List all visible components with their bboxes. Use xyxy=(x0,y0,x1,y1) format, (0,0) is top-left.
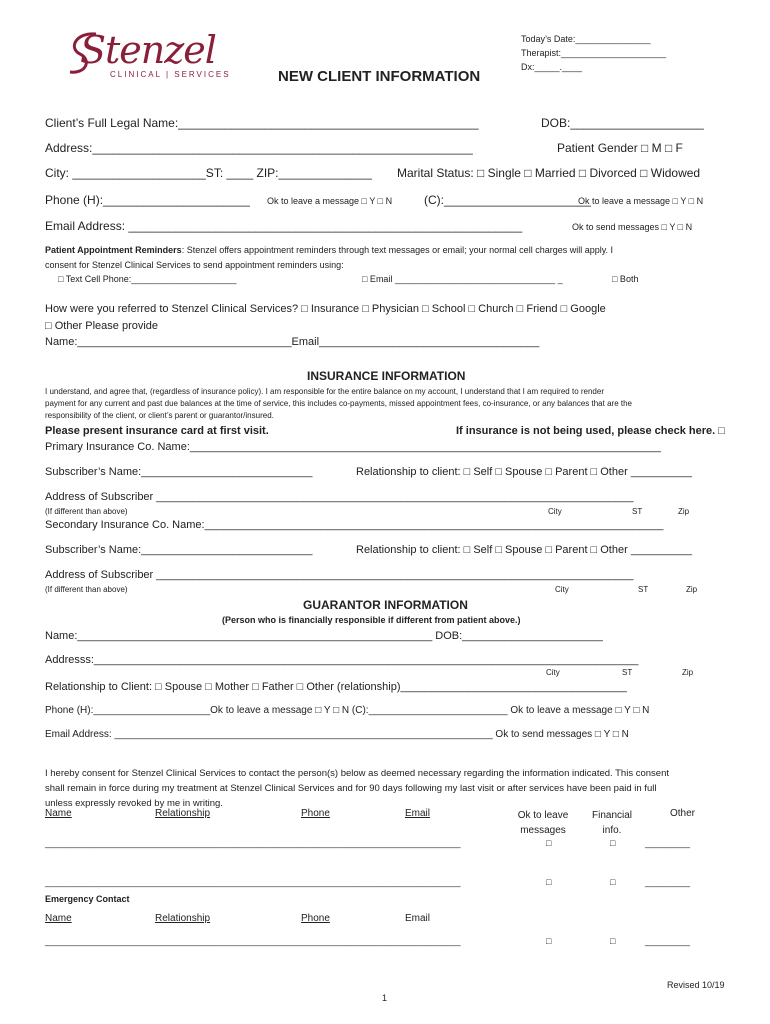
col-financial-header xyxy=(584,808,640,838)
st-label-2: ST xyxy=(638,585,649,594)
primary-insurance-field[interactable]: Primary Insurance Co. Name:_____________________________________________________________________________ xyxy=(45,441,661,453)
reminder-email-option[interactable]: □ Email ________________________________ _ xyxy=(362,274,563,284)
email-field[interactable]: Email Address: ___________________________________________________________ xyxy=(45,219,523,233)
home-phone-field[interactable]: Phone (H):______________________ xyxy=(45,193,250,207)
zip-label: Zip xyxy=(678,507,690,516)
guarantor-address-field[interactable]: Addresss:_________________________________________________________________________________________ xyxy=(45,654,639,666)
subscriber-relationship-field[interactable]: Relationship to client: □ Self □ Spouse □ Parent □ Other __________ xyxy=(356,466,692,478)
consent-text xyxy=(45,766,669,811)
col-ok-to-leave-header xyxy=(510,808,576,838)
emergency-contact-heading: Emergency Contact xyxy=(45,894,130,904)
st-label: ST xyxy=(632,507,643,516)
address-field[interactable]: Address:_________________________________________________________ xyxy=(45,141,473,155)
referral-question[interactable]: How were you referred to Stenzel Clinical Services? □ Insurance □ Physician □ School □ Church □ Friend □ Google xyxy=(45,303,606,315)
contact-row-1-line[interactable]: ___________________________________________________________________________________ xyxy=(45,838,461,848)
insurance-not-used-checkbox[interactable]: If insurance is not being used, please check here. □ xyxy=(456,425,725,437)
reminders-text-2: consent for Stenzel Clinical Services to send appointment reminders using: xyxy=(45,260,344,270)
secondary-insurance-field[interactable]: Secondary Insurance Co. Name:___________________________________________________________________________ xyxy=(45,519,664,531)
col-fin-line-2: info. xyxy=(602,825,622,836)
dob-field[interactable]: DOB:____________________ xyxy=(541,116,704,130)
guarantor-email-field[interactable]: Email Address: ____________________________________________________________________ Ok to send messages □ Y □ N xyxy=(45,729,629,740)
dx-field[interactable]: Dx:_____.____ xyxy=(521,62,583,72)
insurance-policy-line-3: responsibility of the client, or client’s parent or guarantor/insured. xyxy=(45,411,274,420)
if-different-note: (If different than above) xyxy=(45,507,128,516)
col-relationship-header: Relationship xyxy=(155,808,211,819)
logo xyxy=(68,28,231,80)
col-fin-line-1: Financial xyxy=(591,810,633,821)
therapist-field[interactable]: Therapist:_____________________ xyxy=(521,48,667,58)
reminders-text-1: : Stenzel offers appointment reminders through text messages or email; your normal cell charges will apply. I xyxy=(181,245,614,255)
logo-word: Stenzel xyxy=(80,28,216,72)
contact-row-2-ok-checkbox[interactable]: □ xyxy=(546,877,552,887)
cell-phone-message-option[interactable]: Ok to leave a message □ Y □ N xyxy=(578,196,704,206)
city-label-2: City xyxy=(555,585,569,594)
page-title: NEW CLIENT INFORMATION xyxy=(278,68,481,85)
consent-line-3: unless expressly revoked by me in writing. xyxy=(45,798,223,809)
consent-line-1: I hereby consent for Stenzel Clinical Services to contact the person(s) below as deemed necessary regarding the information indicated. This consent xyxy=(45,768,669,779)
revised-note: Revised 10/19 xyxy=(667,980,725,990)
insurance-policy-text xyxy=(45,386,632,422)
col-ok-line-2: messages xyxy=(520,825,566,836)
ec-col-phone-header: Phone xyxy=(301,913,330,924)
insurance-card-note: Please present insurance card at first visit. xyxy=(45,425,269,437)
referral-name-email-field[interactable]: Name:___________________________________Email____________________________________ xyxy=(45,336,540,348)
ec-col-email-header: Email xyxy=(405,913,431,924)
contact-row-1-other-field[interactable]: _________ xyxy=(645,838,691,848)
referral-other-option[interactable]: □ Other Please provide xyxy=(45,320,159,332)
cell-phone-field[interactable]: (C):______________________ xyxy=(424,193,591,207)
contact-row-2-line[interactable]: ___________________________________________________________________________________ xyxy=(45,877,461,887)
guarantor-relationship-field[interactable]: Relationship to Client: □ Spouse □ Mother □ Father □ Other (relationship)_____________________________________ xyxy=(45,681,627,693)
guarantor-subtitle: (Person who is financially responsible if different from patient above.) xyxy=(222,615,521,625)
guarantor-city-label: City xyxy=(546,668,560,677)
emergency-other-field[interactable]: _________ xyxy=(645,936,691,946)
guarantor-phone-field[interactable]: Phone (H):_____________________Ok to leave a message □ Y □ N (C):_________________________ Ok to leave a message □ Y □ N xyxy=(45,705,650,716)
home-phone-message-option[interactable]: Ok to leave a message □ Y □ N xyxy=(267,196,393,206)
emergency-ok-checkbox[interactable]: □ xyxy=(546,936,552,946)
insurance-policy-line-1: I understand, and agree that, (regardless of insurance policy). I am responsible for the entire balance on my account, I understand that I am required to render xyxy=(45,387,604,396)
subscriber-name-field-2[interactable]: Subscriber’s Name:____________________________ xyxy=(45,544,313,556)
guarantor-name-dob-field[interactable]: Name:__________________________________________________________ DOB:_______________________ xyxy=(45,630,603,642)
subscriber-address-field-2[interactable]: Address of Subscriber ______________________________________________________________________________ xyxy=(45,569,634,581)
subscriber-name-field[interactable]: Subscriber’s Name:____________________________ xyxy=(45,466,313,478)
reminder-text-option[interactable]: □ Text Cell Phone:_____________________ xyxy=(58,274,237,284)
col-other-header: Other xyxy=(670,808,696,819)
reminders-line-1 xyxy=(45,245,613,255)
col-email-header: Email xyxy=(405,808,431,819)
insurance-section-title: INSURANCE INFORMATION xyxy=(307,369,466,383)
guarantor-zip-label: Zip xyxy=(682,668,694,677)
todays-date-field[interactable]: Today’s Date:_______________ xyxy=(521,34,651,44)
guarantor-section-title: GUARANTOR INFORMATION xyxy=(303,598,468,612)
consent-line-2: shall remain in force during my treatment at Stenzel Clinical Services and for 90 days following my last visit or after services have been paid in full xyxy=(45,783,657,794)
contact-row-2-other-field[interactable]: _________ xyxy=(645,877,691,887)
marital-status-field[interactable]: Marital Status: □ Single □ Married □ Divorced □ Widowed xyxy=(397,166,701,180)
col-ok-line-1: Ok to leave xyxy=(517,810,569,821)
insurance-policy-line-2: payment for any current and past due balances at the time of service, this includes co-payments, missed appointment fees, co-insurance, or any balances that are the xyxy=(45,399,632,408)
subscriber-relationship-field-2[interactable]: Relationship to client: □ Self □ Spouse □ Parent □ Other __________ xyxy=(356,544,692,556)
col-name-header: Name xyxy=(45,808,72,819)
ec-col-relationship-header: Relationship xyxy=(155,913,211,924)
reminder-both-option[interactable]: □ Both xyxy=(612,274,639,284)
ec-col-name-header: Name xyxy=(45,913,72,924)
logo-subtitle: CLINICAL | SERVICES xyxy=(110,70,231,79)
contact-row-1-ok-checkbox[interactable]: □ xyxy=(546,838,552,848)
zip-label-2: Zip xyxy=(686,585,698,594)
email-message-option[interactable]: Ok to send messages □ Y □ N xyxy=(572,222,693,232)
emergency-row-line[interactable]: ___________________________________________________________________________________ xyxy=(45,936,461,946)
col-phone-header: Phone xyxy=(301,808,330,819)
if-different-note-2: (If different than above) xyxy=(45,585,128,594)
reminders-heading: Patient Appointment Reminders xyxy=(45,245,182,255)
city-state-zip-field[interactable]: City: ____________________ST: ____ ZIP:______________ xyxy=(45,166,372,180)
contact-row-2-fin-checkbox[interactable]: □ xyxy=(610,877,616,887)
subscriber-address-field[interactable]: Address of Subscriber ______________________________________________________________________________ xyxy=(45,491,634,503)
page-number: 1 xyxy=(382,993,388,1003)
legal-name-field[interactable]: Client’s Full Legal Name:_____________________________________________ xyxy=(45,116,479,130)
gender-field[interactable]: Patient Gender □ M □ F xyxy=(557,141,683,155)
guarantor-st-label: ST xyxy=(622,668,633,677)
emergency-fin-checkbox[interactable]: □ xyxy=(610,936,616,946)
contact-row-1-fin-checkbox[interactable]: □ xyxy=(610,838,616,848)
city-label: City xyxy=(548,507,562,516)
